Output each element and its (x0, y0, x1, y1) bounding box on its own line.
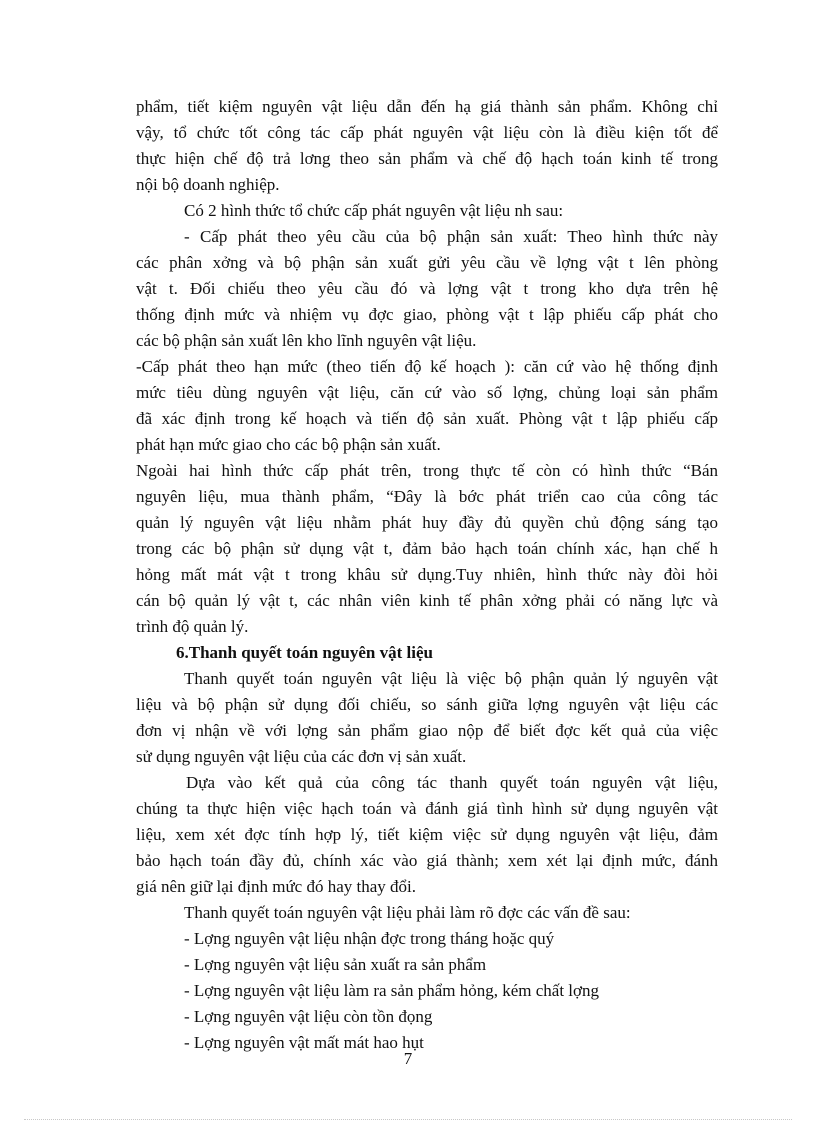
paragraph-two-forms (136, 198, 718, 224)
text-line: mức tiêu dùng nguyên vật liệu, căn cứ vào số lợng, chủng loại sản phẩm (136, 383, 718, 402)
text-line: trình độ quản lý. (136, 617, 249, 636)
section-heading: 6.Thanh quyết toán nguyên vật liệu (176, 643, 433, 662)
list-item: - Lợng nguyên vật liệu làm ra sản phẩm hỏng, kém chất lợng (184, 981, 600, 1000)
page-body (136, 94, 718, 1056)
text-line: Ngoài hai hình thức cấp phát trên, trong thực tế còn có hình thức “Bán (136, 461, 718, 480)
paragraph-intro-continuation (136, 94, 718, 198)
paragraph-quota-based (136, 354, 718, 458)
text-line: Dựa vào kết quả của công tác thanh quyết toán nguyên vật liệu, (186, 773, 718, 792)
clarification-list (136, 926, 718, 1056)
text-line: bảo hạch toán đầy đủ, chính xác vào giá thành; xem xét lại định mức, đánh (136, 851, 718, 870)
text-line: các bộ phận sản xuất lên kho lĩnh nguyên vật liệu. (136, 331, 477, 350)
page-bottom-divider (24, 1119, 792, 1120)
text-line: phát hạn mức giao cho các bộ phận sản xuất. (136, 435, 441, 454)
list-item: - Lợng nguyên vật mất mát hao hụt (184, 1033, 424, 1052)
text-line: sử dụng nguyên vật liệu của các đơn vị sản xuất. (136, 747, 467, 766)
paragraph-request-based (136, 224, 718, 354)
page-number: 7 (403, 1049, 413, 1068)
list-item: - Lợng nguyên vật liệu còn tồn đọng (184, 1007, 433, 1026)
text-line: thống định mức và nhiệm vụ đợc giao, phòng vật t lập phiếu cấp phát cho (136, 305, 718, 324)
text-line: đơn vị nhận về với lợng sản phẩm giao nộp để biết đợc kết quả của việc (136, 721, 718, 740)
text-line: vậy, tổ chức tốt công tác cấp phát nguyên vật liệu còn là điều kiện tốt để (136, 123, 718, 142)
text-line: đã xác định trong kế hoạch và tiến độ sản xuất. Phòng vật t lập phiếu cấp (136, 409, 718, 428)
text-line: quản lý nguyên vật liệu nhằm phát huy đầy đủ quyền chủ động sáng tạo (136, 513, 718, 532)
text-line: chúng ta thực hiện việc hạch toán và đánh giá tình hình sử dụng nguyên vật (136, 799, 718, 818)
text-line: nguyên liệu, mua thành phẩm, “Đây là bớc phát triển cao của công tác (136, 487, 718, 506)
text-line: thực hiện chế độ trả lơng theo sản phẩm và chế độ hạch toán kinh tế trong (136, 149, 718, 168)
text-line: Có 2 hình thức tổ chức cấp phát nguyên vật liệu nh sau: (184, 201, 564, 220)
text-line: cán bộ quản lý vật t, các nhân viên kinh tế phân xởng phải có năng lực và (136, 591, 718, 610)
text-line: liệu, xem xét đợc tính hợp lý, tiết kiệm việc sử dụng nguyên vật liệu, đảm (136, 825, 718, 844)
text-line: nội bộ doanh nghiệp. (136, 175, 280, 194)
paragraph-definition (136, 666, 718, 770)
list-item: - Lợng nguyên vật liệu sản xuất ra sản phẩm (184, 955, 487, 974)
text-line: hỏng mất mát vật t trong khâu sử dụng.Tuy nhiên, hình thức này đòi hỏi (136, 565, 718, 584)
paragraph-must-clarify (136, 900, 718, 926)
text-line: phẩm, tiết kiệm nguyên vật liệu dẫn đến hạ giá thành sản phẩm. Không chỉ (136, 97, 718, 116)
text-line: vật t. Đối chiếu theo yêu cầu đó và lợng vật t trong kho dựa trên hệ (136, 279, 718, 298)
text-line: Thanh quyết toán nguyên vật liệu phải làm rõ đợc các vấn đề sau: (184, 903, 631, 922)
paragraph-other-form (136, 458, 718, 640)
text-line: các phân xởng và bộ phận sản xuất gửi yêu cầu về lợng vật t lên phòng (136, 253, 718, 272)
list-item: - Lợng nguyên vật liệu nhận đợc trong tháng hoặc quý (184, 929, 555, 948)
text-line: Thanh quyết toán nguyên vật liệu là việc bộ phận quản lý nguyên vật (184, 669, 718, 688)
text-line: giá nên giữ lại định mức đó hay thay đổi. (136, 877, 416, 896)
text-line: - Cấp phát theo yêu cầu của bộ phận sản xuất: Theo hình thức này (184, 227, 718, 246)
paragraph-based-on-results (136, 770, 718, 900)
text-line: trong các bộ phận sử dụng vật t, đảm bảo hạch toán chính xác, hạn chế h (136, 539, 718, 558)
text-line: -Cấp phát theo hạn mức (theo tiến độ kế hoạch ): căn cứ vào hệ thống định (136, 357, 718, 376)
text-line: liệu và bộ phận sử dụng đối chiếu, so sánh giữa lợng nguyên vật liệu các (136, 695, 718, 714)
